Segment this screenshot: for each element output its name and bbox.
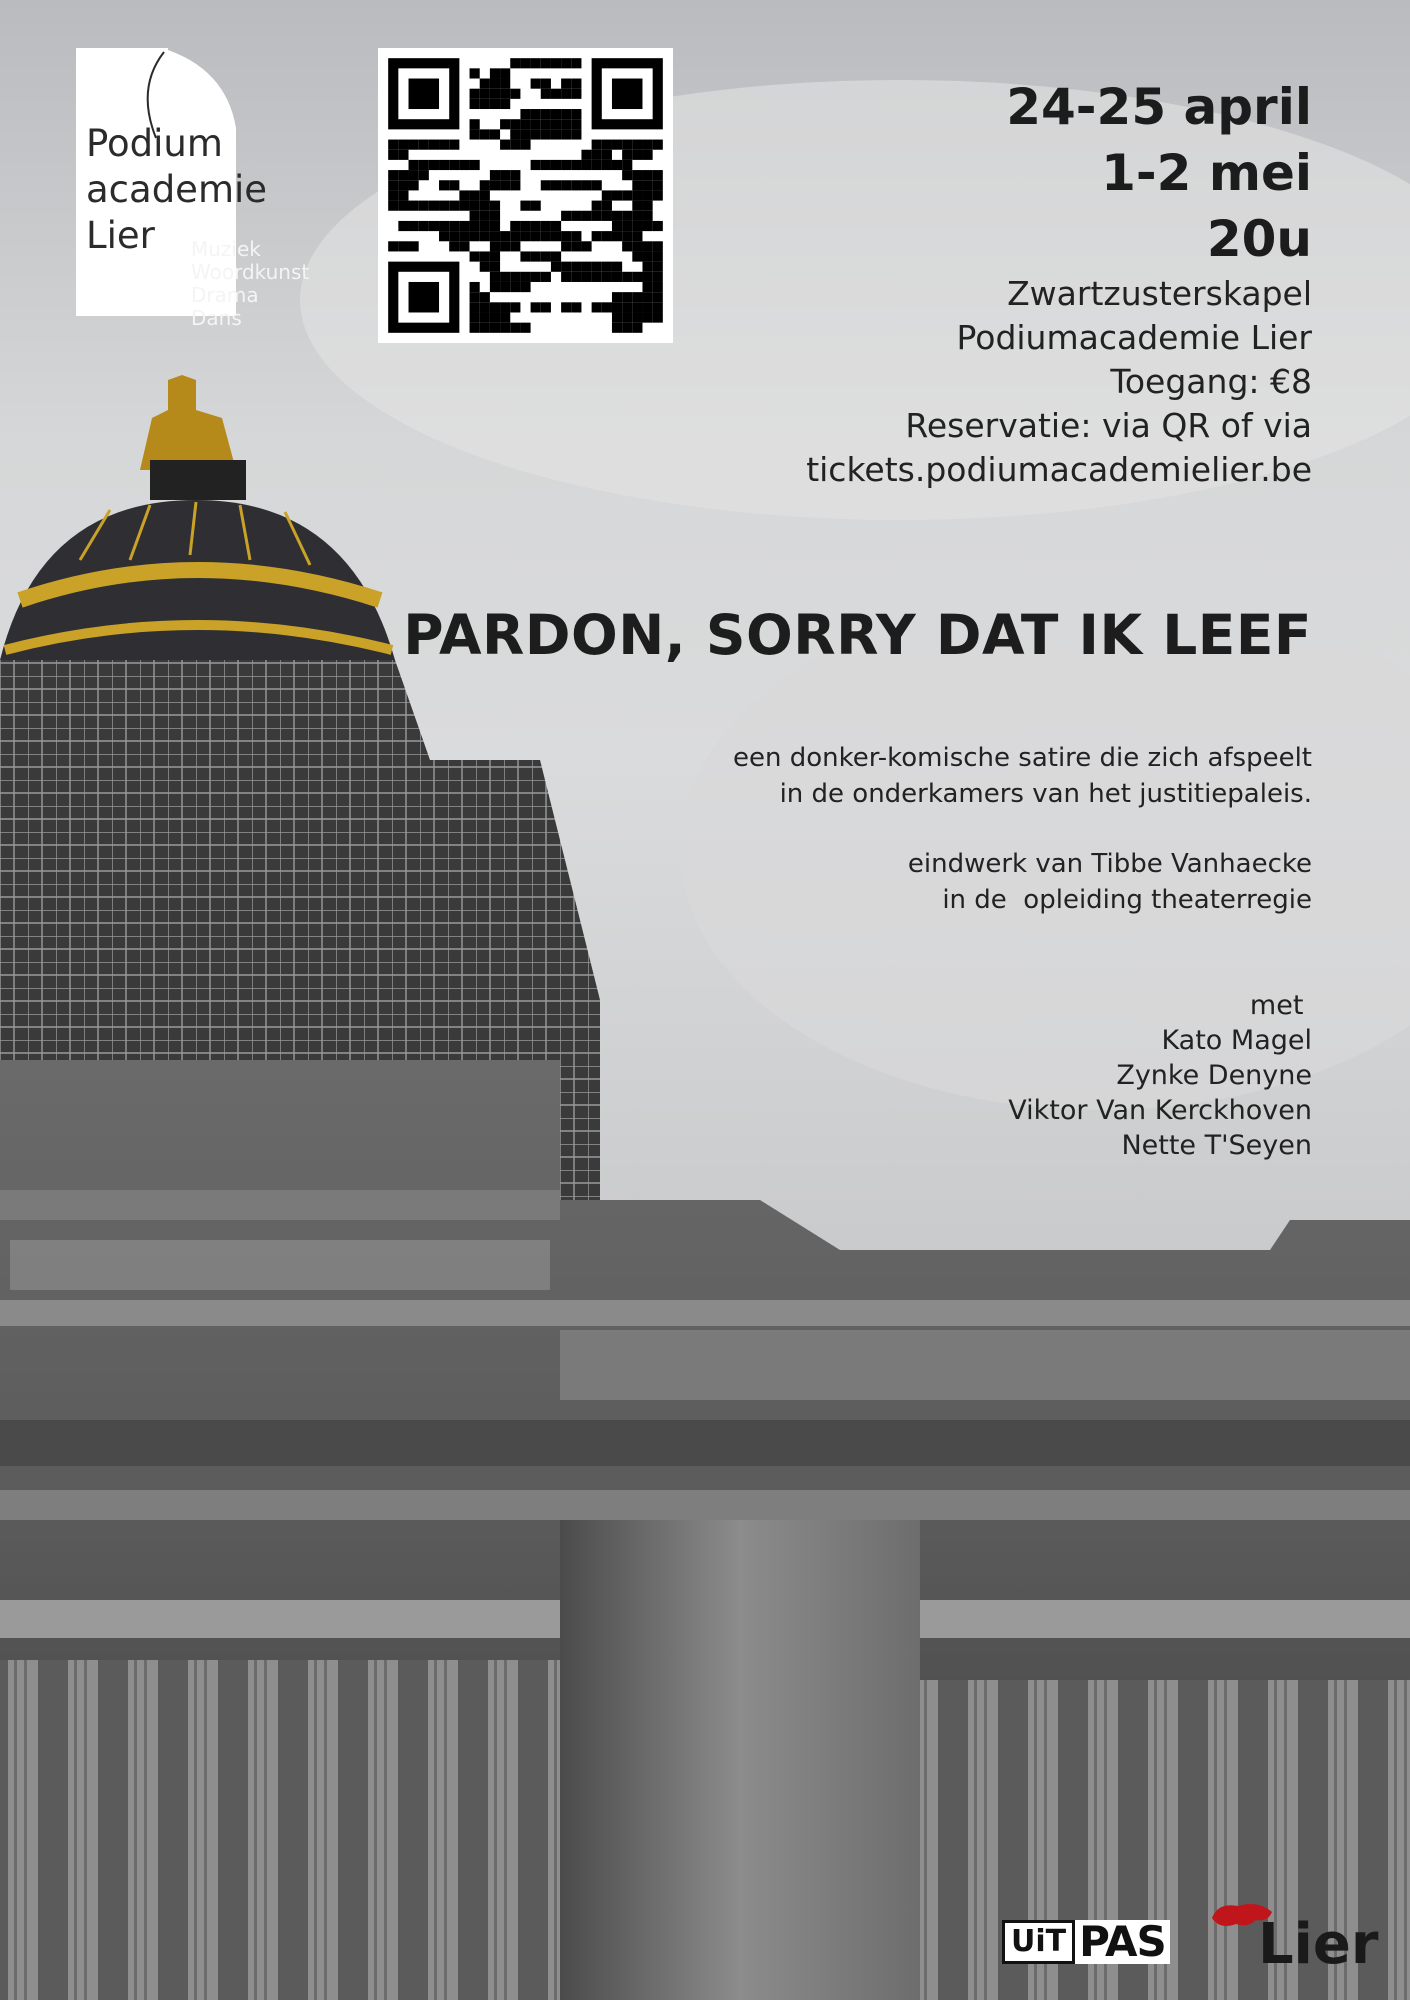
uitpas-uit: UiT xyxy=(1002,1920,1075,1964)
cast-member: Nette T'Seyen xyxy=(1121,1130,1312,1161)
discipline-2: Woordkunst xyxy=(191,260,310,284)
venue-name: Zwartzusterskapel xyxy=(1007,274,1312,313)
venue-org: Podiumacademie Lier xyxy=(956,318,1312,357)
reservation-text: Reservatie: via QR of via xyxy=(905,406,1312,445)
show-description xyxy=(733,740,1312,812)
cast-intro: met xyxy=(1249,990,1312,1021)
date-line-1: 24-25 april xyxy=(1006,78,1312,136)
time-line: 20u xyxy=(1206,210,1312,268)
show-title: PARDON, SORRY DAT IK LEEF xyxy=(403,603,1312,667)
date-line-2: 1-2 mei xyxy=(1101,144,1312,202)
logo-line-1: Podium xyxy=(86,122,223,165)
cast-member: Viktor Van Kerckhoven xyxy=(1008,1095,1312,1126)
cast-member: Zynke Denyne xyxy=(1116,1060,1312,1091)
discipline-3: Drama xyxy=(191,283,259,307)
venue-details xyxy=(806,272,1312,492)
ticket-price: Toegang: €8 xyxy=(1110,362,1312,401)
uitpas-logo xyxy=(1002,1917,1170,1966)
logo-line-2: academie xyxy=(86,168,268,211)
show-credit xyxy=(908,846,1312,918)
logo-line-3: Lier xyxy=(86,214,155,257)
event-dates xyxy=(1006,74,1312,272)
qr-code[interactable] xyxy=(378,48,673,343)
uitpas-pas: PAS xyxy=(1075,1920,1170,1964)
podiumacademie-logo xyxy=(76,48,336,348)
description-line-2: in de onderkamers van het justitiepaleis. xyxy=(779,779,1312,809)
description-line-1: een donker-komische satire die zich afspeelt xyxy=(732,743,1312,773)
ticket-url[interactable]: tickets.podiumacademielier.be xyxy=(806,450,1312,489)
credit-line-2: in de opleiding theaterregie xyxy=(942,885,1312,915)
qr-code-pattern xyxy=(378,48,673,343)
cast-list xyxy=(1008,988,1312,1163)
cast-member: Kato Magel xyxy=(1161,1025,1312,1056)
discipline-1: Muziek xyxy=(191,237,261,261)
credit-line-1: eindwerk van Tibbe Vanhaecke xyxy=(907,849,1312,879)
lier-city-logo: Lier xyxy=(1258,1912,1379,1977)
discipline-4: Dans xyxy=(191,306,242,330)
